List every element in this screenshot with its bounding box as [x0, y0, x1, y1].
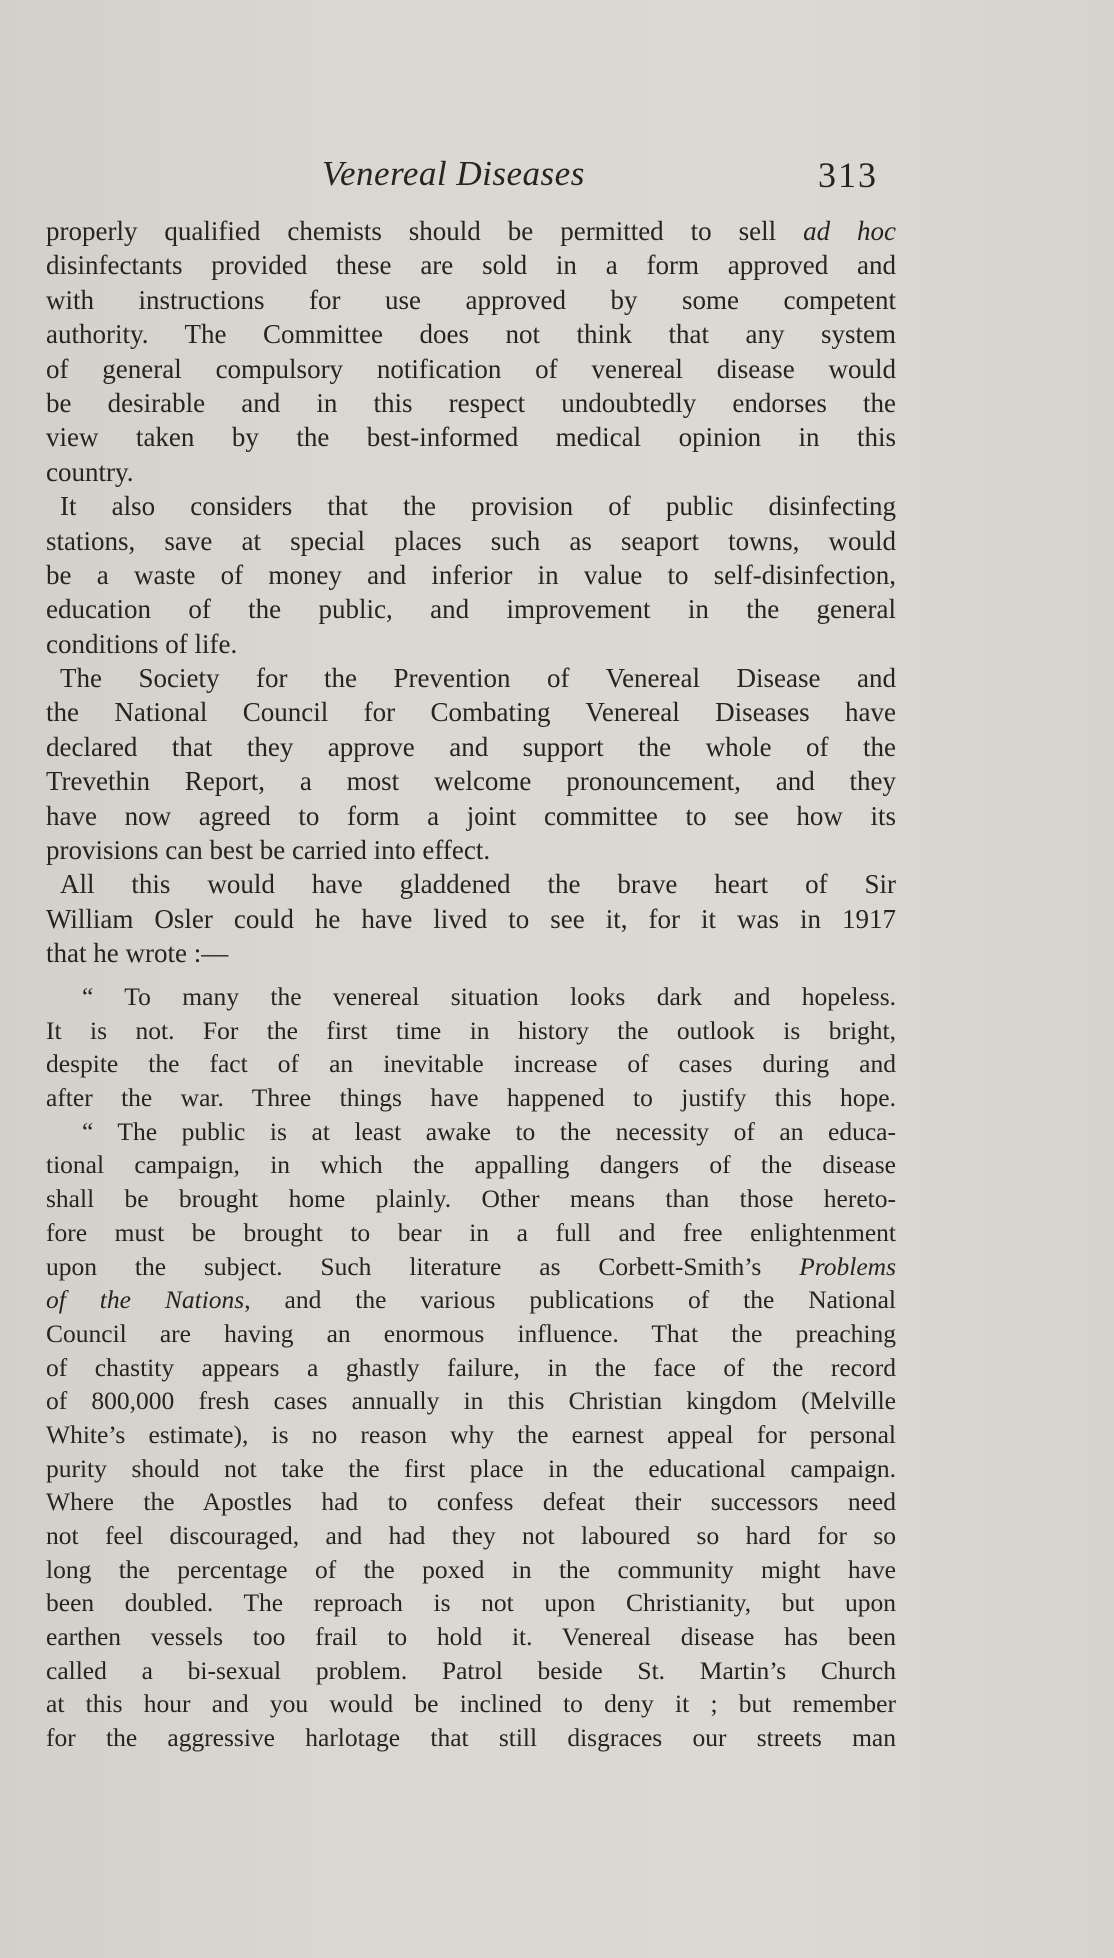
text-segment: properly qualified chemists should be permitted to sell: [46, 216, 804, 246]
text-line: [46, 867, 896, 901]
text-segment: declared that they approve and support the whole of the: [46, 731, 896, 762]
text-segment: “ To many the venereal situation looks dark and hopeless.: [82, 982, 896, 1011]
text-segment: earthen vessels too frail to hold it. Venereal disease has been: [46, 1622, 896, 1652]
text-segment: tional campaign, in which the appalling dangers of the disease: [46, 1150, 896, 1180]
text-line: [46, 1081, 896, 1115]
text-segment: for the aggressive harlotage that still disgraces our streets man: [46, 1723, 896, 1753]
text-line: [46, 1485, 896, 1519]
text-line: [46, 558, 896, 592]
text-line: [46, 352, 896, 386]
text-line: [46, 980, 896, 1014]
text-segment: It also considers that the provision of public disinfecting: [60, 491, 896, 522]
text-line: [46, 1418, 896, 1452]
text-line: [46, 1216, 896, 1250]
text-segment: provisions can best be carried into effect.: [46, 835, 491, 866]
text-line: [46, 730, 896, 764]
text-line: [46, 1148, 896, 1182]
text-line: [46, 1250, 896, 1284]
text-segment: that he wrote :—: [46, 938, 229, 969]
text-segment: White’s estimate), is no reason why the earnest appeal for personal: [46, 1419, 896, 1449]
text-line: [46, 1317, 896, 1351]
page-number: 313: [818, 155, 878, 195]
text-segment: shall be brought home plainly. Other means than those hereto-: [46, 1184, 896, 1214]
running-header-title: Venereal Diseases: [322, 154, 585, 193]
text-line: [46, 1182, 896, 1216]
text-line: [46, 1115, 896, 1149]
text-line: [46, 902, 896, 936]
text-line: [46, 420, 896, 454]
text-line: [46, 833, 896, 867]
body-text: [46, 214, 896, 971]
text-line: [46, 489, 896, 523]
text-segment: authority. The Committee does not think that any system: [46, 319, 896, 350]
text-segment: Council are having an enormous influence. That the preaching: [46, 1318, 896, 1348]
text-segment: conditions of life.: [46, 628, 238, 659]
text-line: [46, 764, 896, 798]
text-segment: of general compulsory notification of venereal disease would: [46, 353, 896, 384]
text-segment: purity should not take the first place in the educational campaign.: [46, 1453, 896, 1483]
text-line: [46, 1519, 896, 1553]
text-segment: at this hour and you would be inclined to deny it ; but remember: [46, 1689, 896, 1719]
italic-text: of the Nations: [46, 1285, 245, 1315]
text-line: [46, 936, 896, 970]
text-line: [46, 283, 896, 317]
text-segment: Where the Apostles had to confess defeat their successors need: [46, 1487, 896, 1517]
text-segment: be desirable and in this respect undoubtedly endorses the: [46, 387, 896, 418]
text-segment: upon the subject. Such literature as Corbett-Smith’s: [46, 1251, 800, 1281]
text-line: [46, 1586, 896, 1620]
text-line: [46, 1721, 896, 1755]
text-segment: not feel discouraged, and had they not laboured so hard for so: [46, 1521, 896, 1550]
text-line: [46, 248, 896, 282]
text-line: [46, 1351, 896, 1385]
text-segment: have now agreed to form a joint committee to see how its: [46, 800, 896, 831]
text-segment: stations, save at special places such as seaport towns, would: [46, 525, 896, 556]
text-line: [46, 1283, 896, 1317]
text-line: [46, 1654, 896, 1688]
text-line: [46, 214, 896, 248]
text-line: [46, 661, 896, 695]
text-line: [46, 317, 896, 351]
text-segment: All this would have gladdened the brave heart of Sir: [60, 869, 896, 900]
text-segment: disinfectants provided these are sold in a form approved and: [46, 250, 896, 281]
text-line: [46, 592, 896, 626]
text-line: [46, 627, 896, 661]
text-segment: the National Council for Combating Venereal Diseases have: [46, 697, 896, 728]
text-segment: despite the fact of an inevitable increase of cases during and: [46, 1049, 896, 1079]
text-line: [46, 1452, 896, 1486]
text-line: [46, 1047, 896, 1081]
text-segment: country.: [46, 456, 134, 487]
text-segment: It is not. For the first time in history the outlook is bright,: [46, 1015, 896, 1045]
text-segment: fore must be brought to bear in a full and free enlightenment: [46, 1217, 896, 1247]
text-line: [46, 524, 896, 558]
text-segment: of 800,000 fresh cases annually in this Christian kingdom (Melville: [46, 1386, 896, 1416]
text-segment: Trevethin Report, a most welcome pronouncement, and they: [46, 766, 896, 797]
block-quote: [46, 980, 896, 1755]
text-segment: view taken by the best-informed medical opinion in this: [46, 422, 896, 453]
text-line: [46, 1014, 896, 1048]
text-segment: long the percentage of the poxed in the community might have: [46, 1554, 896, 1584]
text-segment: called a bi-sexual problem. Patrol beside St. Martin’s Church: [46, 1655, 896, 1685]
text-segment: The Society for the Prevention of Venereal Disease and: [60, 663, 896, 694]
text-segment: “ The public is at least awake to the necessity of an educa-: [82, 1116, 896, 1146]
italic-text: Problems: [799, 1251, 896, 1281]
text-segment: been doubled. The reproach is not upon Christianity, but upon: [46, 1588, 896, 1618]
text-segment: after the war. Three things have happened to justify this hope.: [46, 1083, 896, 1113]
text-segment: of chastity appears a ghastly failure, in the face of the record: [46, 1352, 896, 1382]
text-line: [46, 695, 896, 729]
text-segment: , and the various publications of the National: [244, 1285, 897, 1315]
text-line: [46, 455, 896, 489]
text-segment: with instructions for use approved by some competent: [46, 284, 896, 315]
text-segment: William Osler could he have lived to see it, for it was in 1917: [46, 903, 896, 934]
text-line: [46, 1384, 896, 1418]
text-segment: education of the public, and improvement in the general: [46, 594, 896, 625]
text-line: [46, 1620, 896, 1654]
italic-text: ad hoc: [803, 216, 897, 246]
text-segment: be a waste of money and inferior in value to self-disinfection,: [46, 559, 896, 590]
text-line: [46, 799, 896, 833]
text-line: [46, 386, 896, 420]
text-line: [46, 1687, 896, 1721]
text-line: [46, 1553, 896, 1587]
